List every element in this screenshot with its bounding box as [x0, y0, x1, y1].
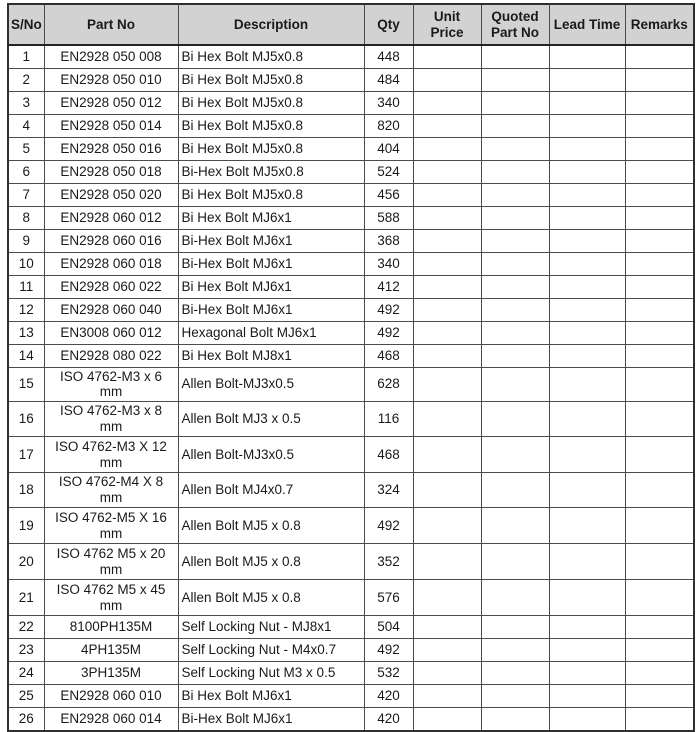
cell-sno[interactable]: 10	[8, 252, 44, 275]
column-header-unit-price: Unit Price	[413, 4, 481, 45]
cell-qty[interactable]: 504	[364, 616, 413, 639]
cell-sno[interactable]: 5	[8, 137, 44, 160]
cell-qty[interactable]: 628	[364, 367, 413, 402]
table-row	[8, 91, 694, 114]
cell-sno[interactable]: 25	[8, 685, 44, 708]
cell-part-no[interactable]: EN2928 060 022	[44, 275, 178, 298]
table-row	[8, 252, 694, 275]
cell-part-no[interactable]: 3PH135M	[44, 662, 178, 685]
cell-quoted-part-no[interactable]	[481, 344, 549, 367]
cell-sno[interactable]: 6	[8, 160, 44, 183]
cell-qty[interactable]: 484	[364, 68, 413, 91]
cell-quoted-part-no[interactable]	[481, 91, 549, 114]
cell-lead-time[interactable]	[549, 68, 625, 91]
cell-description[interactable]: Bi Hex Bolt MJ5x0.8	[178, 45, 364, 68]
cell-remarks[interactable]	[625, 45, 694, 68]
cell-qty[interactable]: 420	[364, 708, 413, 731]
cell-description[interactable]: Bi Hex Bolt MJ6x1	[178, 685, 364, 708]
cell-remarks[interactable]	[625, 91, 694, 114]
cell-unit-price[interactable]	[413, 298, 481, 321]
column-header-sno: S/No	[8, 4, 44, 45]
cell-lead-time[interactable]	[549, 275, 625, 298]
cell-sno[interactable]: 9	[8, 229, 44, 252]
cell-qty[interactable]: 532	[364, 662, 413, 685]
cell-quoted-part-no[interactable]	[481, 508, 549, 544]
cell-description[interactable]: Bi-Hex Bolt MJ6x1	[178, 708, 364, 731]
cell-part-no[interactable]: 8100PH135M	[44, 616, 178, 639]
cell-description[interactable]: Allen Bolt MJ4x0.7	[178, 473, 364, 508]
cell-lead-time[interactable]	[549, 367, 625, 402]
cell-unit-price[interactable]	[413, 344, 481, 367]
cell-part-no[interactable]: EN2928 060 012	[44, 206, 178, 229]
cell-part-no[interactable]: EN2928 050 016	[44, 137, 178, 160]
cell-qty[interactable]: 324	[364, 473, 413, 508]
cell-quoted-part-no[interactable]	[481, 252, 549, 275]
cell-remarks[interactable]	[625, 367, 694, 402]
cell-unit-price[interactable]	[413, 508, 481, 544]
cell-description[interactable]: Bi-Hex Bolt MJ5x0.8	[178, 160, 364, 183]
cell-remarks[interactable]	[625, 344, 694, 367]
cell-quoted-part-no[interactable]	[481, 298, 549, 321]
cell-description[interactable]: Bi Hex Bolt MJ5x0.8	[178, 68, 364, 91]
cell-unit-price[interactable]	[413, 437, 481, 473]
cell-lead-time[interactable]	[549, 473, 625, 508]
cell-lead-time[interactable]	[549, 662, 625, 685]
cell-qty[interactable]: 340	[364, 252, 413, 275]
cell-quoted-part-no[interactable]	[481, 206, 549, 229]
cell-quoted-part-no[interactable]	[481, 114, 549, 137]
cell-part-no[interactable]: ISO 4762-M3 x 6 mm	[44, 367, 178, 402]
cell-remarks[interactable]	[625, 580, 694, 616]
cell-quoted-part-no[interactable]	[481, 616, 549, 639]
cell-qty[interactable]: 456	[364, 183, 413, 206]
cell-part-no[interactable]: EN2928 080 022	[44, 344, 178, 367]
cell-qty[interactable]: 820	[364, 114, 413, 137]
cell-unit-price[interactable]	[413, 206, 481, 229]
cell-unit-price[interactable]	[413, 91, 481, 114]
cell-description[interactable]: Hexagonal Bolt MJ6x1	[178, 321, 364, 344]
column-header-description: Description	[178, 4, 364, 45]
cell-lead-time[interactable]	[549, 580, 625, 616]
cell-qty[interactable]: 368	[364, 229, 413, 252]
cell-description[interactable]: Bi Hex Bolt MJ8x1	[178, 344, 364, 367]
cell-part-no[interactable]: EN2928 050 008	[44, 45, 178, 68]
cell-part-no[interactable]: EN2928 060 010	[44, 685, 178, 708]
cell-sno[interactable]: 12	[8, 298, 44, 321]
cell-description[interactable]: Allen Bolt-MJ3x0.5	[178, 367, 364, 402]
cell-description[interactable]: Bi-Hex Bolt MJ6x1	[178, 252, 364, 275]
cell-lead-time[interactable]	[549, 708, 625, 731]
cell-sno[interactable]: 11	[8, 275, 44, 298]
table-row	[8, 275, 694, 298]
cell-unit-price[interactable]	[413, 252, 481, 275]
column-header-lead-time: Lead Time	[549, 4, 625, 45]
cell-description[interactable]: Allen Bolt MJ5 x 0.8	[178, 580, 364, 616]
cell-part-no[interactable]: 4PH135M	[44, 639, 178, 662]
cell-sno[interactable]: 14	[8, 344, 44, 367]
cell-description[interactable]: Allen Bolt MJ5 x 0.8	[178, 508, 364, 544]
cell-lead-time[interactable]	[549, 45, 625, 68]
cell-description[interactable]: Bi-Hex Bolt MJ6x1	[178, 229, 364, 252]
cell-quoted-part-no[interactable]	[481, 473, 549, 508]
table-row	[8, 183, 694, 206]
cell-quoted-part-no[interactable]	[481, 275, 549, 298]
cell-sno[interactable]: 13	[8, 321, 44, 344]
cell-quoted-part-no[interactable]	[481, 708, 549, 731]
cell-unit-price[interactable]	[413, 616, 481, 639]
cell-qty[interactable]: 492	[364, 298, 413, 321]
cell-sno[interactable]: 20	[8, 544, 44, 580]
cell-remarks[interactable]	[625, 616, 694, 639]
table-row	[8, 544, 694, 580]
table-row	[8, 206, 694, 229]
cell-unit-price[interactable]	[413, 544, 481, 580]
cell-unit-price[interactable]	[413, 662, 481, 685]
cell-remarks[interactable]	[625, 639, 694, 662]
cell-sno[interactable]: 7	[8, 183, 44, 206]
table-row	[8, 45, 694, 68]
table-row	[8, 68, 694, 91]
cell-description[interactable]: Allen Bolt-MJ3x0.5	[178, 437, 364, 473]
cell-qty[interactable]: 468	[364, 437, 413, 473]
cell-remarks[interactable]	[625, 298, 694, 321]
table-row	[8, 437, 694, 473]
cell-quoted-part-no[interactable]	[481, 437, 549, 473]
cell-remarks[interactable]	[625, 68, 694, 91]
table-row	[8, 321, 694, 344]
cell-description[interactable]: Bi Hex Bolt MJ5x0.8	[178, 183, 364, 206]
cell-qty[interactable]: 352	[364, 544, 413, 580]
table-row	[8, 229, 694, 252]
cell-quoted-part-no[interactable]	[481, 639, 549, 662]
cell-qty[interactable]: 404	[364, 137, 413, 160]
cell-lead-time[interactable]	[549, 229, 625, 252]
cell-part-no[interactable]: ISO 4762-M4 X 8 mm	[44, 473, 178, 508]
table-row	[8, 298, 694, 321]
cell-unit-price[interactable]	[413, 473, 481, 508]
cell-part-no[interactable]: EN3008 060 012	[44, 321, 178, 344]
cell-part-no[interactable]: EN2928 060 016	[44, 229, 178, 252]
cell-part-no[interactable]: EN2928 060 018	[44, 252, 178, 275]
cell-unit-price[interactable]	[413, 229, 481, 252]
cell-unit-price[interactable]	[413, 68, 481, 91]
cell-part-no[interactable]: EN2928 050 014	[44, 114, 178, 137]
cell-remarks[interactable]	[625, 402, 694, 437]
cell-description[interactable]: Bi-Hex Bolt MJ6x1	[178, 298, 364, 321]
cell-description[interactable]: Bi Hex Bolt MJ5x0.8	[178, 114, 364, 137]
cell-sno[interactable]: 18	[8, 473, 44, 508]
table-row	[8, 508, 694, 544]
table-row	[8, 639, 694, 662]
cell-lead-time[interactable]	[549, 685, 625, 708]
cell-part-no[interactable]: EN2928 050 012	[44, 91, 178, 114]
cell-part-no[interactable]: ISO 4762-M3 x 8 mm	[44, 402, 178, 437]
cell-qty[interactable]: 448	[364, 45, 413, 68]
cell-sno[interactable]: 24	[8, 662, 44, 685]
cell-lead-time[interactable]	[549, 437, 625, 473]
cell-qty[interactable]: 340	[364, 91, 413, 114]
cell-part-no[interactable]: EN2928 050 020	[44, 183, 178, 206]
cell-part-no[interactable]: ISO 4762-M5 X 16 mm	[44, 508, 178, 544]
cell-remarks[interactable]	[625, 183, 694, 206]
table-row	[8, 114, 694, 137]
cell-lead-time[interactable]	[549, 321, 625, 344]
header-row	[8, 4, 694, 45]
cell-lead-time[interactable]	[549, 544, 625, 580]
cell-lead-time[interactable]	[549, 91, 625, 114]
cell-sno[interactable]: 19	[8, 508, 44, 544]
cell-description[interactable]: Bi Hex Bolt MJ5x0.8	[178, 91, 364, 114]
cell-quoted-part-no[interactable]	[481, 367, 549, 402]
cell-quoted-part-no[interactable]	[481, 229, 549, 252]
cell-lead-time[interactable]	[549, 298, 625, 321]
cell-sno[interactable]: 21	[8, 580, 44, 616]
cell-remarks[interactable]	[625, 685, 694, 708]
cell-quoted-part-no[interactable]	[481, 662, 549, 685]
column-header-quoted-part-no: Quoted Part No	[481, 4, 549, 45]
cell-qty[interactable]: 492	[364, 639, 413, 662]
cell-remarks[interactable]	[625, 206, 694, 229]
cell-lead-time[interactable]	[549, 616, 625, 639]
cell-part-no[interactable]: ISO 4762-M3 X 12 mm	[44, 437, 178, 473]
cell-description[interactable]: Allen Bolt MJ3 x 0.5	[178, 402, 364, 437]
cell-lead-time[interactable]	[549, 114, 625, 137]
cell-unit-price[interactable]	[413, 321, 481, 344]
cell-qty[interactable]: 116	[364, 402, 413, 437]
cell-sno[interactable]: 8	[8, 206, 44, 229]
cell-lead-time[interactable]	[549, 508, 625, 544]
table-row	[8, 708, 694, 731]
cell-quoted-part-no[interactable]	[481, 321, 549, 344]
cell-remarks[interactable]	[625, 160, 694, 183]
cell-remarks[interactable]	[625, 229, 694, 252]
cell-sno[interactable]: 1	[8, 45, 44, 68]
column-header-part-no: Part No	[44, 4, 178, 45]
cell-sno[interactable]: 23	[8, 639, 44, 662]
cell-remarks[interactable]	[625, 275, 694, 298]
cell-part-no[interactable]: EN2928 060 040	[44, 298, 178, 321]
cell-description[interactable]: Bi Hex Bolt MJ6x1	[178, 275, 364, 298]
cell-part-no[interactable]: ISO 4762 M5 x 20 mm	[44, 544, 178, 580]
cell-sno[interactable]: 22	[8, 616, 44, 639]
cell-quoted-part-no[interactable]	[481, 580, 549, 616]
cell-unit-price[interactable]	[413, 45, 481, 68]
parts-quotation-table	[7, 3, 695, 732]
cell-sno[interactable]: 26	[8, 708, 44, 731]
column-header-remarks: Remarks	[625, 4, 694, 45]
cell-unit-price[interactable]	[413, 402, 481, 437]
cell-quoted-part-no[interactable]	[481, 45, 549, 68]
cell-part-no[interactable]: EN2928 050 010	[44, 68, 178, 91]
table-row	[8, 367, 694, 402]
cell-unit-price[interactable]	[413, 137, 481, 160]
cell-remarks[interactable]	[625, 321, 694, 344]
table-row	[8, 402, 694, 437]
cell-quoted-part-no[interactable]	[481, 183, 549, 206]
table-body	[8, 45, 694, 731]
cell-qty[interactable]: 492	[364, 321, 413, 344]
cell-description[interactable]: Self Locking Nut - M4x0.7	[178, 639, 364, 662]
cell-description[interactable]: Allen Bolt MJ5 x 0.8	[178, 544, 364, 580]
column-header-qty: Qty	[364, 4, 413, 45]
cell-remarks[interactable]	[625, 114, 694, 137]
cell-quoted-part-no[interactable]	[481, 68, 549, 91]
cell-qty[interactable]: 492	[364, 508, 413, 544]
cell-sno[interactable]: 17	[8, 437, 44, 473]
cell-unit-price[interactable]	[413, 685, 481, 708]
cell-part-no[interactable]: ISO 4762 M5 x 45 mm	[44, 580, 178, 616]
table-row	[8, 685, 694, 708]
cell-sno[interactable]: 16	[8, 402, 44, 437]
cell-unit-price[interactable]	[413, 708, 481, 731]
cell-qty[interactable]: 420	[364, 685, 413, 708]
cell-quoted-part-no[interactable]	[481, 544, 549, 580]
table-row	[8, 580, 694, 616]
table-row	[8, 662, 694, 685]
cell-lead-time[interactable]	[549, 252, 625, 275]
cell-remarks[interactable]	[625, 708, 694, 731]
cell-remarks[interactable]	[625, 544, 694, 580]
cell-remarks[interactable]	[625, 437, 694, 473]
cell-remarks[interactable]	[625, 473, 694, 508]
cell-sno[interactable]: 15	[8, 367, 44, 402]
cell-description[interactable]: Self Locking Nut - MJ8x1	[178, 616, 364, 639]
cell-description[interactable]: Self Locking Nut M3 x 0.5	[178, 662, 364, 685]
cell-description[interactable]: Bi Hex Bolt MJ6x1	[178, 206, 364, 229]
cell-lead-time[interactable]	[549, 206, 625, 229]
cell-remarks[interactable]	[625, 137, 694, 160]
cell-lead-time[interactable]	[549, 137, 625, 160]
cell-qty[interactable]: 468	[364, 344, 413, 367]
table-row	[8, 137, 694, 160]
cell-sno[interactable]: 4	[8, 114, 44, 137]
cell-unit-price[interactable]	[413, 183, 481, 206]
cell-unit-price[interactable]	[413, 275, 481, 298]
cell-unit-price[interactable]	[413, 580, 481, 616]
cell-lead-time[interactable]	[549, 402, 625, 437]
cell-quoted-part-no[interactable]	[481, 402, 549, 437]
cell-lead-time[interactable]	[549, 183, 625, 206]
cell-part-no[interactable]: EN2928 050 018	[44, 160, 178, 183]
cell-remarks[interactable]	[625, 252, 694, 275]
cell-quoted-part-no[interactable]	[481, 685, 549, 708]
cell-qty[interactable]: 576	[364, 580, 413, 616]
cell-unit-price[interactable]	[413, 639, 481, 662]
cell-qty[interactable]: 412	[364, 275, 413, 298]
cell-remarks[interactable]	[625, 508, 694, 544]
cell-description[interactable]: Bi Hex Bolt MJ5x0.8	[178, 137, 364, 160]
cell-quoted-part-no[interactable]	[481, 160, 549, 183]
table-row	[8, 473, 694, 508]
cell-part-no[interactable]: EN2928 060 014	[44, 708, 178, 731]
cell-lead-time[interactable]	[549, 639, 625, 662]
cell-lead-time[interactable]	[549, 344, 625, 367]
cell-unit-price[interactable]	[413, 160, 481, 183]
cell-sno[interactable]: 3	[8, 91, 44, 114]
cell-lead-time[interactable]	[549, 160, 625, 183]
cell-qty[interactable]: 588	[364, 206, 413, 229]
cell-unit-price[interactable]	[413, 114, 481, 137]
cell-qty[interactable]: 524	[364, 160, 413, 183]
cell-unit-price[interactable]	[413, 367, 481, 402]
table-row	[8, 160, 694, 183]
table-row	[8, 344, 694, 367]
cell-quoted-part-no[interactable]	[481, 137, 549, 160]
cell-remarks[interactable]	[625, 662, 694, 685]
table-row	[8, 616, 694, 639]
cell-sno[interactable]: 2	[8, 68, 44, 91]
